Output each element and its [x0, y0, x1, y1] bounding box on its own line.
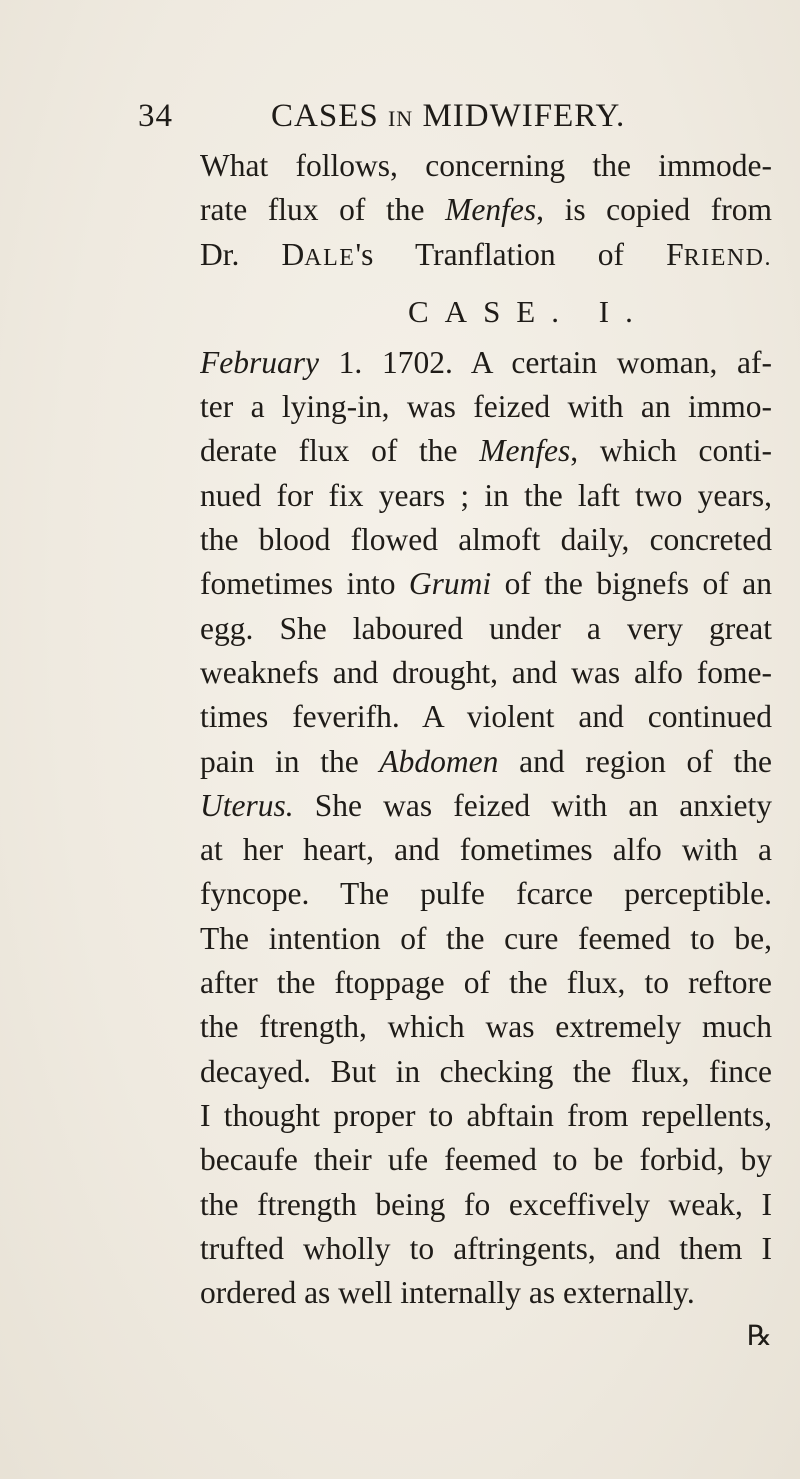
case-line-20: the ftrength being fo exceffively weak, I	[200, 1186, 772, 1222]
text-line	[200, 1050, 772, 1094]
text-line	[200, 961, 772, 1005]
case-line-6b: of the bignefs of an	[491, 566, 772, 602]
catchword: ℞	[746, 1321, 772, 1353]
text-line	[200, 1005, 772, 1049]
small-caps-cap: F	[666, 236, 684, 272]
text-line	[200, 1094, 772, 1138]
case-line-6a: fometimes into	[200, 566, 409, 602]
case-line-7: egg. She laboured under a very great	[200, 610, 772, 646]
case-line-6-italic: Grumi	[408, 566, 492, 602]
case-line-21: trufted wholly to aftringents, and them I	[200, 1230, 772, 1266]
text-line	[200, 518, 772, 562]
case-line-11b: She was feized with an anxiety	[293, 787, 772, 823]
case-line-22: ordered as well internally as externally.	[200, 1275, 695, 1311]
text-line	[200, 474, 772, 518]
text-line	[200, 695, 772, 739]
date-italic: February	[200, 344, 319, 380]
text-line	[200, 872, 772, 916]
small-caps-cap: D	[281, 236, 305, 272]
case-line-1: 1. 1702. A certain woman, af-	[318, 344, 772, 380]
case-line-14: The intention of the cure feemed to be,	[200, 920, 772, 956]
case-line-17: decayed. But in checking the flux, fince	[200, 1053, 772, 1089]
page-number: 34	[138, 98, 173, 134]
running-head	[138, 98, 758, 148]
small-caps-rest: ALE	[304, 244, 356, 271]
text-line	[200, 429, 772, 473]
case-line-3a: derate flux of the	[200, 433, 480, 469]
case-line-18: I thought proper to abftain from repellents,	[200, 1097, 772, 1133]
case-line-10a: pain in the	[200, 743, 380, 779]
case-line-9: times feverifh. A violent and continued	[200, 699, 772, 735]
running-title	[271, 98, 625, 135]
intro-line-3b: 's Tranflation of	[355, 236, 667, 272]
case-line-19: becaufe their ufe feemed to be forbid, by	[200, 1142, 772, 1178]
intro-line-2b: , is copied from	[536, 192, 772, 228]
case-heading: CASE. I.	[408, 293, 649, 329]
case-line-10b: and region of the	[498, 743, 772, 779]
case-line-13: fyncope. The pulfe fcarce perceptible.	[200, 876, 772, 912]
case-line-3b: , which conti-	[570, 433, 772, 469]
text-line	[200, 740, 772, 784]
intro-line-2-italic: Menfes	[445, 192, 537, 228]
text-line	[200, 188, 772, 232]
text-line	[200, 828, 772, 872]
case-line-16: the ftrength, which was extremely much	[200, 1009, 772, 1045]
case-line-11-italic: Uterus.	[200, 787, 294, 823]
text-line	[200, 1271, 772, 1315]
text-line	[200, 607, 772, 651]
case-line-5: the blood flowed almoft daily, concreted	[200, 522, 772, 558]
text-line	[200, 1138, 772, 1182]
text-line	[200, 233, 772, 277]
text-line	[200, 385, 772, 429]
small-caps-rest: RIEND.	[683, 244, 772, 271]
case-line-10-italic: Abdomen	[379, 743, 499, 779]
text-line	[200, 562, 772, 606]
case-line-15: after the ftoppage of the flux, to reftore	[200, 965, 772, 1001]
case-line-12: at her heart, and fometimes alfo with a	[200, 832, 772, 868]
page-body	[200, 144, 772, 1359]
case-line-4: nued for fix years ; in the laft two years,	[200, 477, 772, 513]
text-line	[200, 1183, 772, 1227]
intro-line-1: What follows, concerning the immode-	[200, 148, 772, 183]
text-line	[200, 917, 772, 961]
case-line-8: weaknefs and drought, and was alfo fome-	[200, 654, 772, 690]
title-word-cases: CASES	[271, 98, 379, 134]
title-word-in: IN	[387, 106, 414, 131]
text-line	[200, 1227, 772, 1271]
text-line	[200, 144, 772, 188]
text-line	[200, 651, 772, 695]
intro-line-3a: Dr.	[200, 236, 282, 272]
case-line-2: ter a lying-in, was feized with an immo-	[200, 389, 772, 425]
intro-line-2a: rate flux of the	[200, 192, 446, 228]
text-line	[200, 784, 772, 828]
case-line-3-italic: Menfes	[479, 433, 571, 469]
text-line	[200, 341, 772, 385]
title-word-midwifery: MIDWIFERY.	[422, 98, 626, 134]
